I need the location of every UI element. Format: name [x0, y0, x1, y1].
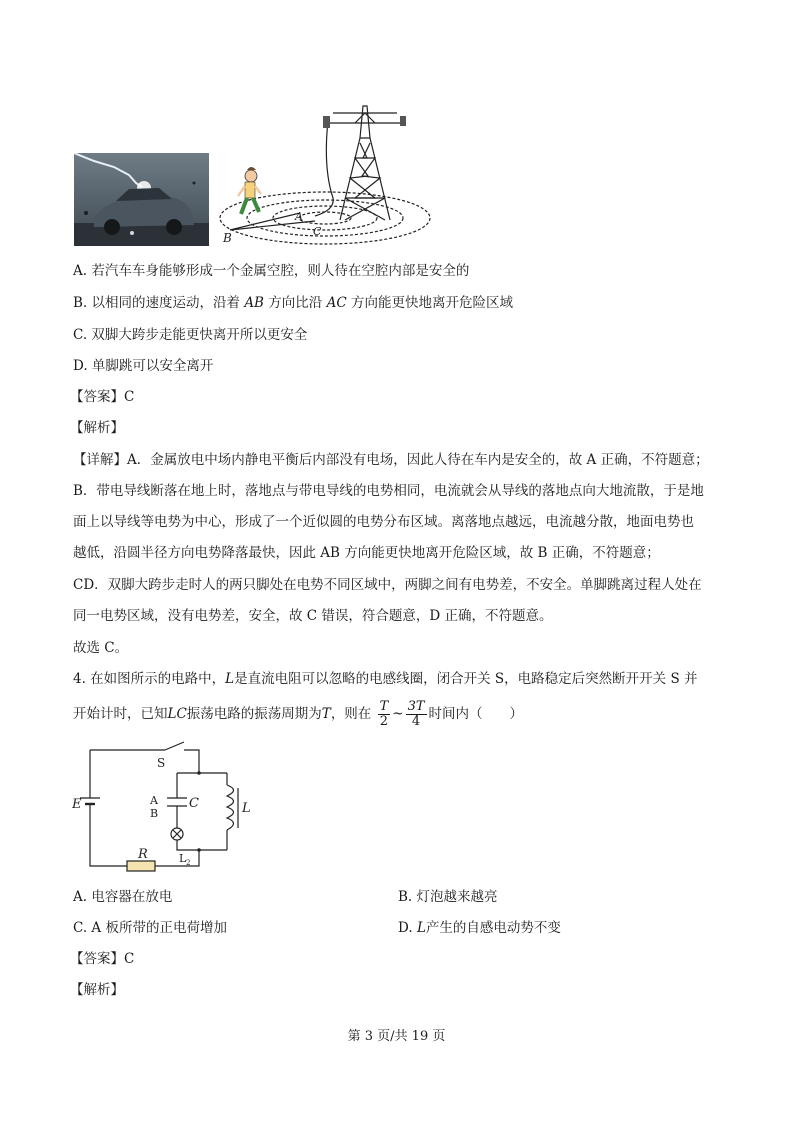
q4-stem-1-pre: 4. 在如图所示的电路中，: [73, 671, 226, 687]
q3-detail-2: B．带电导线断落在地上时，落地点与带电导线的电势相同，电流就会从导线的落地点向大地流散，于是地: [73, 483, 704, 499]
q3-option-a: A. 若汽车车身能够形成一个金属空腔，则人待在空腔内部是安全的: [73, 263, 470, 279]
fraction-3t-over-4: [406, 700, 427, 729]
q4-option-c: C. A 板所带的正电荷增加: [73, 920, 227, 936]
page-footer: 第 3 页/共 19 页: [347, 1029, 446, 1044]
q3-analysis-label: 【解析】: [70, 420, 124, 436]
q4-option-d-pre: D.: [398, 920, 413, 936]
lightning-car-photo: [74, 153, 209, 246]
q3-detail-1: 【详解】A．金属放电中场内静电平衡后内部没有电场，因此人待在车内是安全的，故 A 正确，不符题意；: [73, 452, 709, 468]
frac1-den: 2: [379, 714, 389, 729]
q3-option-b: [73, 293, 513, 313]
q4-stem-2-T: T: [321, 706, 331, 722]
power-tower-diagram: [215, 98, 435, 248]
q3-detail-6: 同一电势区域，没有电势差，安全，故 C 错误，符合题意，D 正确，不符题意。: [73, 608, 553, 624]
label-r: R: [138, 847, 148, 862]
label-plate-b: B: [150, 807, 159, 820]
q4-stem-2-pre: 开始计时，已知: [73, 706, 168, 722]
label-a: A: [295, 210, 303, 223]
label-c: C: [189, 796, 199, 811]
q3-conclusion: 故选 C。: [73, 640, 129, 656]
q4-option-d: [398, 918, 561, 938]
q3-option-b-pre: B. 以相同的速度运动，沿着: [73, 295, 241, 311]
q4-option-a: A. 电容器在放电: [73, 889, 173, 905]
label-l: L: [242, 801, 251, 816]
q3-detail-4: 越低，沿圆半径方向电势降落最快，因此 AB 方向能更快地离开危险区域，故 B 正确，不符题意；: [73, 545, 660, 561]
label-l2-sub: 2: [186, 859, 191, 867]
tilde: ~: [392, 706, 404, 722]
q3-answer: 【答案】C: [70, 389, 135, 405]
q4-analysis-label: 【解析】: [70, 982, 124, 998]
q3-option-c: C. 双脚大跨步走能更快离开所以更安全: [73, 327, 308, 343]
q4-stem-line-1: [73, 669, 698, 689]
lc-circuit-diagram: [72, 740, 262, 875]
q4-stem-1-post: 是直流电阻可以忽略的电感线圈，闭合开关 S，电路稳定后突然断开开关 S 并: [234, 671, 698, 687]
q4-option-d-post: 产生的自感电动势不变: [425, 920, 561, 936]
label-b: B: [223, 231, 232, 245]
label-c: C: [313, 225, 322, 238]
q4-stem-2-LC: LC: [167, 706, 187, 722]
q3-option-b-ab: AB: [244, 295, 264, 311]
q3-detail-3: 面上以导线等电势为中心，形成了一个近似圆的电势分布区域。离落地点越远，电流越分散，地面电势也: [73, 514, 694, 530]
q3-option-b-ac: AC: [326, 295, 347, 311]
q4-stem-2-post: 时间内（ ）: [428, 706, 524, 722]
label-e: E: [72, 797, 82, 812]
q3-option-b-post: 方向能更快地离开危险区域: [350, 295, 513, 311]
q4-stem-line-2: [73, 697, 523, 731]
q4-option-d-L: L: [416, 920, 426, 936]
q4-stem-1-L: L: [225, 671, 235, 687]
q3-detail-5: CD．双脚大跨步走时人的两只脚处在电势不同区域中，两脚之间有电势差，不安全。单脚跳离过程人处在: [73, 577, 702, 593]
frac2-den: 4: [411, 714, 421, 729]
fraction-t-over-2: [378, 700, 391, 729]
q4-answer: 【答案】C: [70, 951, 135, 967]
label-l2: L: [179, 852, 187, 865]
label-plate-a: A: [150, 794, 158, 807]
q4-stem-2-mid: 振荡电路的振荡周期为: [186, 706, 322, 722]
label-s: S: [157, 756, 166, 770]
frac1-num: T: [379, 699, 389, 714]
frac2-num: 3T: [407, 699, 425, 714]
q4-option-b: B. 灯泡越来越亮: [398, 889, 498, 905]
q3-option-b-mid: 方向比沿: [268, 295, 323, 311]
q4-stem-2-then: ，则在: [330, 706, 372, 722]
q3-option-d: D. 单脚跳可以安全离开: [73, 358, 214, 374]
